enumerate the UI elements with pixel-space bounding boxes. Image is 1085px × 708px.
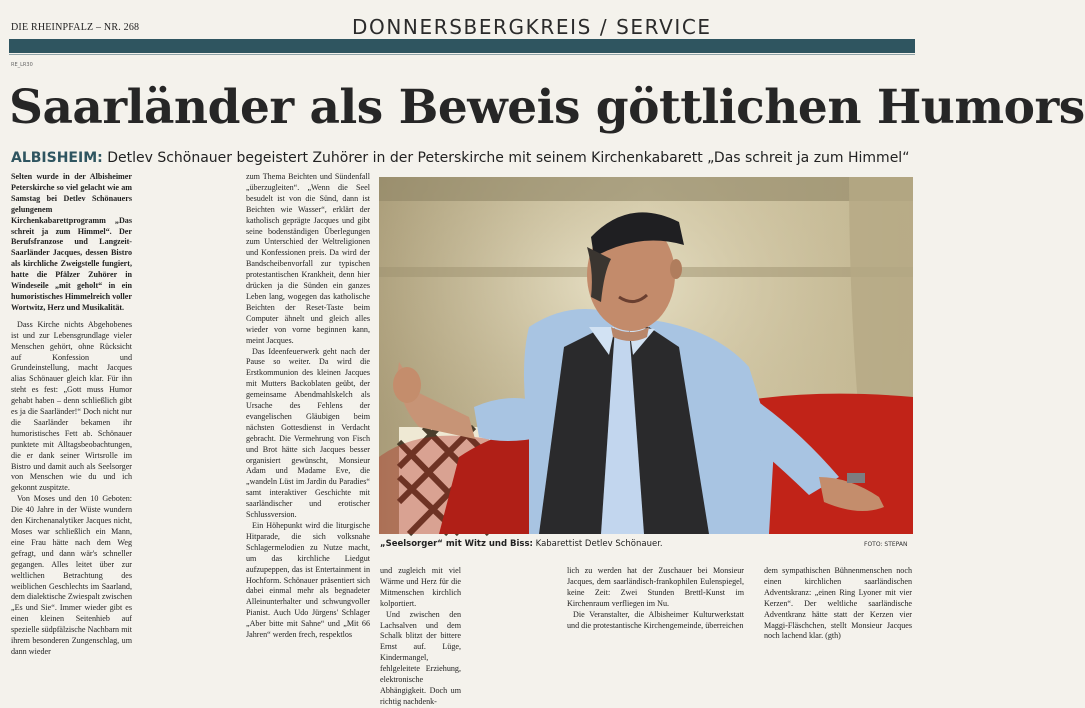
article-subhead	[11, 150, 909, 166]
dateline-location: ALBISHEIM:	[11, 150, 103, 166]
body-paragraph: und zugleich mit viel Wärme und Herz für die Mitmenschen kirchlich kolportiert.	[380, 566, 461, 608]
article-headline: Saarländer als Beweis göttlichen Humors	[9, 80, 1085, 135]
masthead-rule	[9, 39, 915, 53]
body-paragraph: zum Thema Beichten und Sündenfall „überzugleiten“. „Wenn die Seel besudelt ist von die Sünd, dann ist Beichten wie Wasser“, erklärt der katholisch geprägte Jacques und gibt seine bodenständigen Überlegungen zum Unterschied der Weltreligionen und Konfessionen preis. Da wird der Bandscheibenvorfall zur typischen protestantischen Krankheit, denn hier drücken ja die Sünden ein ganzes Leben lang, wogegen das katholische Beichten der Reset-Taste beim Computer ähnelt und gleich alles wieder von vorne beginnen kann, meint Jacques.	[246, 172, 370, 345]
paper-label: DIE RHEINPFALZ – NR. 268	[11, 22, 140, 33]
column-3	[380, 566, 550, 708]
body-paragraph: dem sympathischen Bühnenmenschen noch einen kirchlichen saarländischen Adventskranz: „einen Ring Lyoner mit vier Kerzen“. Der weltliche saarländische Adventkranz hätte statt der Kerzen vier Maggi-Fläschchen, stellt Monsieur Jacques noch lachend klar. (gth)	[764, 566, 912, 641]
caption-text: Kabarettist Detlev Schönauer.	[532, 539, 663, 549]
lead-paragraph: Selten wurde in der Albisheimer Peterskirche so viel gelacht wie am Samstag bei Detlev Schönauers gelungenem Kirchenkabarettprogramm „Das schreit ja zum Himmel“. Der Berufsfranzose und Langzeit-Saarländer Jacques, dessen Bistro als kirchliche Zweigstelle fungiert, hatte die Pfälzer Zuhörer in Windeseile „mit geholt“ in ein humoristisches Himmelreich voller Wortwitz, Herz und Musikalität.	[11, 172, 132, 312]
column-1	[11, 172, 132, 658]
photo-illustration	[379, 177, 913, 534]
body-paragraph: lich zu werden hat der Zuschauer bei Monsieur Jacques, dem saarländisch-frankophilen Eulenspiegel, keine Zeit: Zwei Stunden Brettl-Kunst im Kirchenraum verfliegen im Nu.	[567, 566, 744, 608]
body-paragraph: Ein Höhepunkt wird die liturgische Hitparade, die sich volksnahe Schlagermelodien zu Nutze macht, um das kirchliche Liedgut aufzupeppen, das ist Entertainment in Hochform. Schönauer präsentiert sich dabei einmal mehr als begnadeter Alleinunterhalter und schwungvoller Pianist. Auch Udo Jürgens' Schlager „Aber bitte mit Sahne“ und „Mit 66 Jahren“ werden frech, respektlos	[246, 521, 370, 640]
page-code: RE_LR30	[11, 62, 33, 68]
body-paragraph: Dass Kirche nichts Abgehobenes ist und zur Lebensgrundlage vieler Menschen gehört, ohne Rücksicht auf Konfession und Grundeinstellung, macht Jacques alias Schönauer gleich klar. Für ihn steht es fest: „Gott muss Humor gehabt haben – denn schließlich gibt es ja die Saarländer!“ Doch nicht nur die Saarländer bekamen ihr humoristisches Fett ab. Schönauer punktete mit Alltagsbeobachtungen, die er dank seiner Wirtsrolle im Bistro und damit auch als Seelsorger von Menschen wie du und ich gekonnt zuspitzte.	[11, 319, 132, 493]
body-paragraph: Die Veranstalter, die Albisheimer Kulturwerkstatt und die protestantische Kirchengemeinde, überreichen	[567, 609, 744, 630]
column-4	[567, 566, 744, 631]
body-paragraph: Das Ideenfeuerwerk geht nach der Pause so weiter. Da wird die Erstkommunion des kleinen Jacques mit Mutters Backoblaten geübt, der gemeinsame Abendmahlskelch als Ursache des Fehlens der evangelischen Gläubigen beim nächsten Gottesdienst in Verdacht gebracht. Die Vermehrung von Fisch und Brot hätte sich Jacques besser organisiert gewünscht, Monsieur Adam und Madame Eve, die „wandeln Lüst im Jardin du Paradies“ samt interaktiver Geschichte mit saarländischer und erotischer Schlussversion.	[246, 346, 370, 520]
caption-bold: „Seelsorger“ mit Witz und Biss:	[380, 539, 533, 549]
photo-caption	[380, 539, 663, 549]
section-title: DONNERSBERGKREIS / SERVICE	[352, 15, 712, 39]
body-paragraph: Von Moses und den 10 Geboten: Die 40 Jahre in der Wüste wundern den Kirchenanalytiker Jacques nicht, Moses war schließlich ein Mann, eine Frau hätte nach dem Weg gefragt, und dann wär's schneller gegangen. Alles leitet über zur weltlichen Betrachtung des weiblichen Geschlechts im Saarland, dem dialektische Zwiespalt zwischen „Es und Sie“. Immer wieder gibt es einen kleinen Seitenhieb auf spezielle südpfälzische Nachbarn mit ihrem besonderen Zungenschlag, um dann wieder	[11, 494, 132, 656]
body-paragraph: Und zwischen den Lachsalven und dem Schalk blitzt der bittere Ernst auf. Lüge, Kindermangel, fehlgeleitete Erziehung, elektronische Abhängigkeit. Doch um richtig nachdenk-	[380, 609, 461, 706]
photo-credit: FOTO: STEPAN	[864, 541, 908, 548]
subhead-text: Detlev Schönauer begeistert Zuhörer in der Peterskirche mit seinem Kirchenkabarett „Das schreit ja zum Himmel“	[102, 150, 910, 166]
column-2	[246, 172, 370, 641]
column-5	[764, 566, 912, 642]
article-photo	[379, 177, 913, 534]
masthead-rule-thin	[9, 54, 915, 55]
